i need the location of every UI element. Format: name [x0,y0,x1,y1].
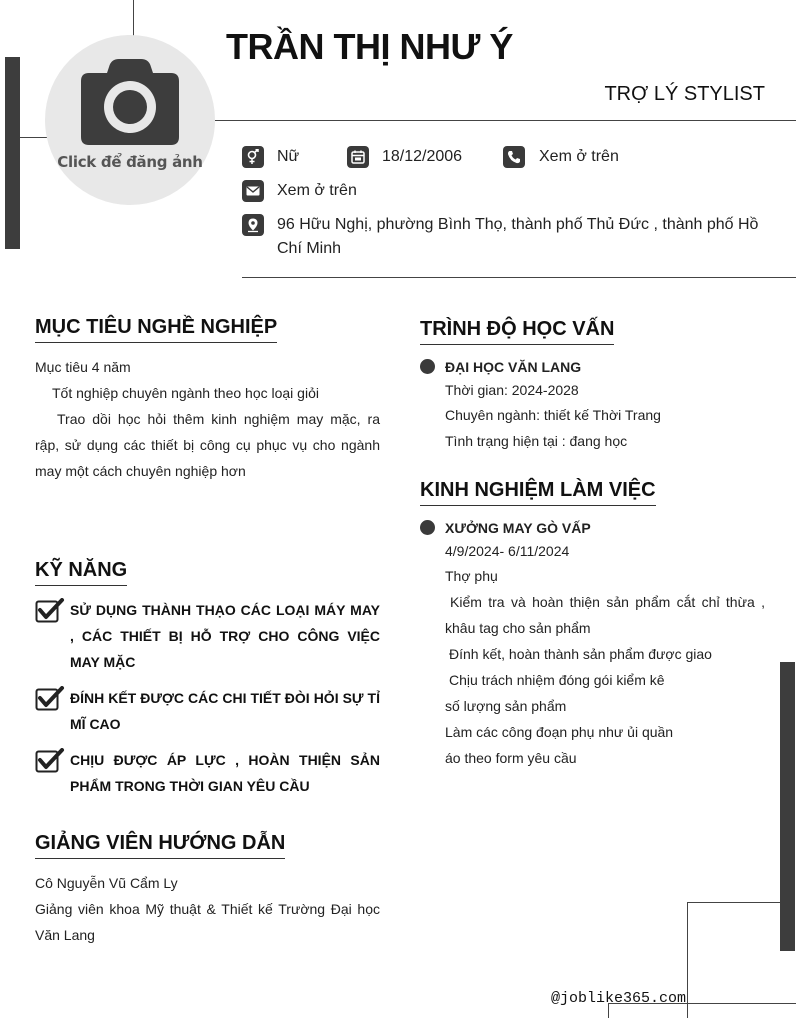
experience-desc-5: Làm các công đoạn phụ như ủi quần [445,724,674,740]
objective-line-2: Tốt nghiệp chuyên ngành theo học loại giỏi [52,385,319,401]
checkbox-checked-icon [35,686,65,712]
school-name: ĐẠI HỌC VĂN LANG [445,359,582,375]
mentor-title: Giảng viên khoa Mỹ thuật & Thiết kế Trường Đại học Văn Lang [35,901,380,943]
left-horizontal-line [20,137,47,138]
avatar-upload[interactable] [45,35,215,205]
experience-period: 4/9/2024- 6/11/2024 [445,543,570,559]
contact-divider [242,277,796,278]
right-accent-bar [780,662,795,951]
left-accent-bar [5,57,20,249]
address-line-1: 96 Hữu Nghị, phường Bình Thọ, thành phố Thủ Đức , thành phố Hồ [277,216,759,233]
header-divider [215,120,796,121]
avatar-caption: Click để đăng ảnh [57,153,203,171]
experience-desc-6: áo theo form yêu cầu [445,750,577,766]
address-line-2: Chí Minh [277,240,342,257]
email-value: Xem ở trên [277,182,357,199]
checkbox-checked-icon [35,748,65,774]
skill-item: SỬ DỤNG THÀNH THẠO CÁC LOẠI MÁY MAY , CÁC THIẾT BỊ HỖ TRỢ CHO CÔNG VIỆC MAY MẶC [70,602,380,670]
experience-desc-1: Kiểm tra và hoàn thiện sản phẩm cắt chỉ thừa , khâu tag cho sản phẩm [445,594,765,636]
corner-line-left [687,902,688,1018]
experience-heading: KINH NGHIỆM LÀM VIỆC [420,479,656,506]
education-time: Thời gian: 2024-2028 [445,382,579,398]
phone-icon [503,146,525,168]
skill-item: ĐÍNH KẾT ĐƯỢC CÁC CHI TIẾT ĐÒI HỎI SỰ TỈ MĨ CAO [70,690,380,732]
objective-line-1: Mục tiêu 4 năm [35,359,131,375]
calendar-icon [347,146,369,168]
candidate-name: TRẦN THỊ NHƯ Ý [226,26,513,67]
experience-desc-4: số lượng sản phẩm [445,698,567,714]
experience-desc-3: Chịu trách nhiệm đóng gói kiểm kê [449,672,665,688]
education-major: Chuyên ngành: thiết kế Thời Trang [445,407,661,423]
top-vertical-line [133,0,134,36]
objective-line-3: Trao dồi học hỏi thêm kinh nghiệm may mặc, ra rập, sử dụng các thiết bị công cụ phục vụ cho ngành may một cách chuyên nghiệp hơn [35,411,380,479]
education-status: Tình trạng hiện tại : đang học [445,433,628,449]
company-name: XƯỞNG MAY GÒ VẤP [445,520,591,536]
email-icon [242,180,264,202]
mentor-name: Cô Nguyễn Vũ Cẩm Ly [35,875,178,891]
objective-heading: MỤC TIÊU NGHỀ NGHIỆP [35,316,277,343]
bullet-dot [420,520,435,535]
skill-item: CHỊU ĐƯỢC ÁP LỰC , HOÀN THIỆN SẢN PHẨM TRONG THỜI GIAN YÊU CẦU [70,752,380,794]
mentor-heading: GIẢNG VIÊN HƯỚNG DẪN [35,832,285,859]
phone-value: Xem ở trên [539,148,619,165]
camera-icon [79,57,181,149]
watermark-text: @joblike365.com [550,990,686,1007]
experience-position: Thợ phụ [445,568,498,584]
gender-icon [242,146,264,168]
checkbox-checked-icon [35,598,65,624]
experience-desc-2: Đính kết, hoàn thành sản phẩm được giao [449,646,712,662]
corner-line-top [687,902,780,903]
job-title: TRỢ LÝ STYLIST [604,83,765,105]
birthday-value: 18/12/2006 [382,148,463,165]
bullet-dot [420,359,435,374]
gender-value: Nữ [277,148,300,165]
skills-heading: KỸ NĂNG [35,559,127,586]
location-icon [242,214,264,236]
education-heading: TRÌNH ĐỘ HỌC VẤN [420,318,614,345]
